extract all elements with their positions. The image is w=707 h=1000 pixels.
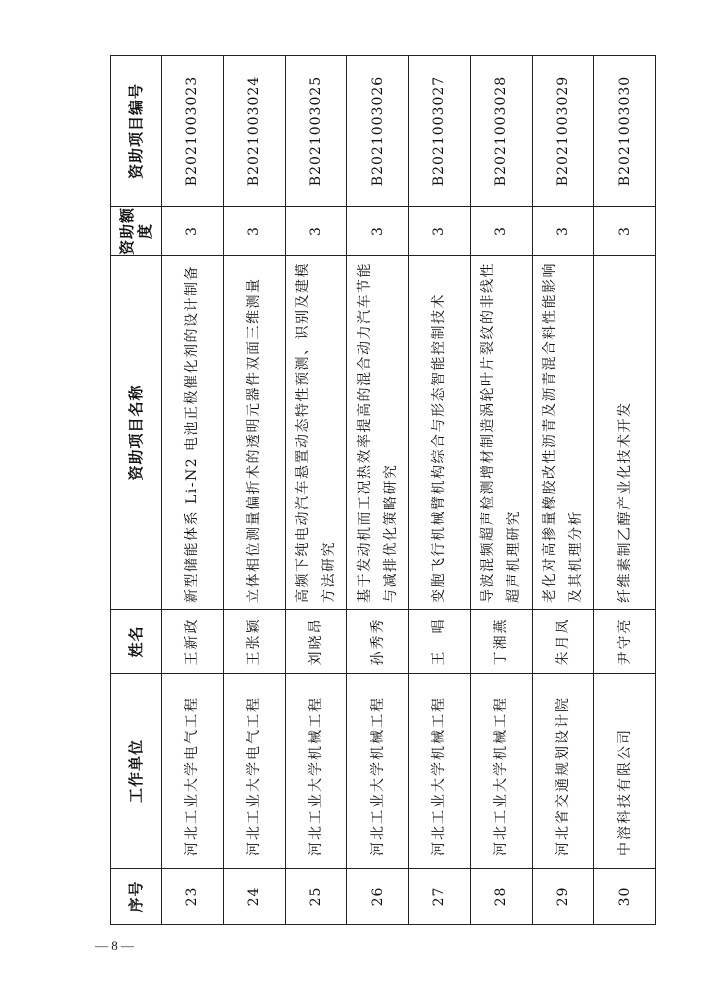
- cell-name: 王 唱: [409, 610, 471, 674]
- header-code: 资助项目编号: [111, 56, 162, 207]
- cell-seq: 30: [594, 869, 656, 925]
- cell-unit: 河北工业大学机械工程: [470, 674, 532, 869]
- cell-name: 孙秀秀: [347, 610, 409, 674]
- cell-unit: 河北工业大学电气工程: [223, 674, 285, 869]
- cell-project: 立体相位测量偏折术的透明元器件双面三维测量: [223, 256, 285, 610]
- header-project: 资助项目名称: [111, 256, 162, 610]
- cell-seq: 25: [285, 869, 347, 925]
- cell-code: B2021003029: [532, 56, 594, 207]
- cell-name: 朱月凤: [532, 610, 594, 674]
- cell-amount: 3: [470, 207, 532, 256]
- cell-amount: 3: [594, 207, 656, 256]
- cell-seq: 27: [409, 869, 471, 925]
- cell-unit: 河北工业大学机械工程: [285, 674, 347, 869]
- cell-unit: 中溶科技有限公司: [594, 674, 656, 869]
- cell-code: B2021003026: [347, 56, 409, 207]
- table-row: [347, 56, 409, 925]
- cell-unit: 河北工业大学机械工程: [409, 674, 471, 869]
- header-seq: 序号: [111, 869, 162, 925]
- cell-seq: 26: [347, 869, 409, 925]
- cell-project: 高频下纯电动汽车悬置动态特性预测、识别及建模方法研究: [285, 256, 347, 610]
- table-row: [285, 56, 347, 925]
- table-header-row: [111, 56, 162, 925]
- cell-unit: 河北工业大学电气工程: [162, 674, 224, 869]
- page-number: — 8 —: [95, 938, 134, 953]
- cell-unit: 河北省交通规划设计院: [532, 674, 594, 869]
- cell-project: 导波混频超声检测增材制造涡轮叶片裂纹的非线性超声机理研究: [470, 256, 532, 610]
- table-row: [532, 56, 594, 925]
- header-amount: 资助额度: [111, 207, 162, 256]
- cell-amount: 3: [409, 207, 471, 256]
- table-row: [223, 56, 285, 925]
- cell-seq: 24: [223, 869, 285, 925]
- table-row: [162, 56, 224, 925]
- cell-seq: 28: [470, 869, 532, 925]
- cell-name: 王新政: [162, 610, 224, 674]
- cell-code: B2021003024: [223, 56, 285, 207]
- cell-unit: 河北工业大学机械工程: [347, 674, 409, 869]
- cell-code: B2021003030: [594, 56, 656, 207]
- cell-seq: 29: [532, 869, 594, 925]
- cell-amount: 3: [347, 207, 409, 256]
- cell-code: B2021003027: [409, 56, 471, 207]
- table-row: [470, 56, 532, 925]
- cell-amount: 3: [532, 207, 594, 256]
- rotated-table-container: [110, 56, 656, 925]
- table-row: [594, 56, 656, 925]
- cell-amount: 3: [162, 207, 224, 256]
- cell-seq: 23: [162, 869, 224, 925]
- cell-amount: 3: [223, 207, 285, 256]
- cell-code: B2021003023: [162, 56, 224, 207]
- cell-name: 王张颖: [223, 610, 285, 674]
- header-unit: 工作单位: [111, 674, 162, 869]
- cell-amount: 3: [285, 207, 347, 256]
- table-row: [409, 56, 471, 925]
- cell-name: 丁湘燕: [470, 610, 532, 674]
- cell-project: 基于发动机而工况热效率提高的混合动力汽车节能与减排优化策略研究: [347, 256, 409, 610]
- cell-project: 新型储能体系 Li-N2 电池正极催化剂的设计制备: [162, 256, 224, 610]
- header-name: 姓名: [111, 610, 162, 674]
- cell-project: 老化对高掺量橡胶改性沥青及沥青混合料性能影响及其机理分析: [532, 256, 594, 610]
- cell-project: 纤维素制乙醇产业化技术开发: [594, 256, 656, 610]
- cell-code: B2021003025: [285, 56, 347, 207]
- cell-name: 刘晓昂: [285, 610, 347, 674]
- funding-table: [110, 55, 656, 925]
- cell-name: 尹守亮: [594, 610, 656, 674]
- cell-code: B2021003028: [470, 56, 532, 207]
- cell-project: 变胞飞行机械臂机构综合与形态智能控制技术: [409, 256, 471, 610]
